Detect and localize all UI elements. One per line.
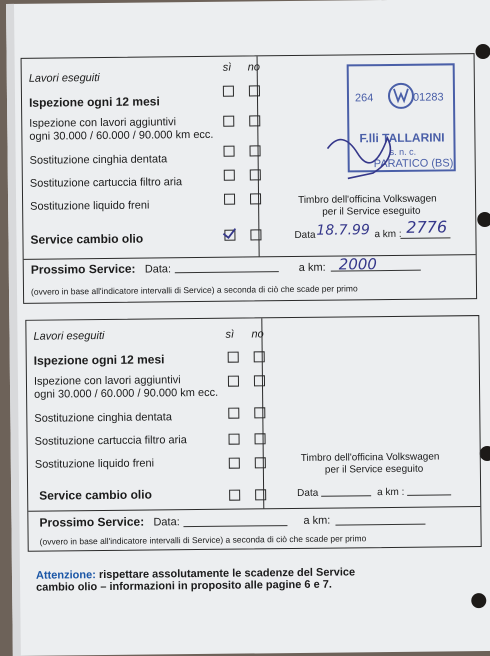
punch-hole (477, 212, 490, 227)
yes-checkbox[interactable] (224, 194, 235, 205)
yes-checkbox[interactable] (224, 170, 235, 181)
no-checkbox[interactable] (249, 85, 260, 96)
next-date-label: Data: (144, 263, 172, 276)
km-label: a km : (374, 228, 402, 241)
task-label: ogni 30.000 / 60.000 / 90.000 km ecc. (34, 386, 219, 401)
yes-checkbox[interactable] (228, 352, 239, 363)
date-label: Data (294, 229, 316, 241)
stamp-code: 264 (354, 92, 374, 105)
stamp-town: PARATICO (BS) (373, 157, 454, 171)
yes-checkbox[interactable] (229, 490, 240, 501)
yes-checkbox-checked[interactable] (224, 230, 235, 241)
no-checkbox[interactable] (255, 457, 266, 468)
next-km-label: a km: (298, 261, 326, 274)
interval-note: (ovvero in base all'indicatore intervalli di Service) a seconda di ciò che scade per primo (30, 283, 358, 297)
no-checkbox[interactable] (249, 115, 260, 126)
task-label: Sostituzione cinghia dentata (34, 411, 173, 425)
no-checkbox[interactable] (255, 489, 266, 500)
stamp-name: F.lli TALLARINI (359, 130, 445, 146)
no-checkbox[interactable] (250, 229, 261, 240)
stamp-caption: Timbro dell'officina Volkswagen (300, 451, 440, 464)
no-checkbox[interactable] (250, 193, 261, 204)
punch-hole (480, 446, 490, 461)
yes-checkbox[interactable] (228, 376, 239, 387)
works-header: Lavori eseguiti (33, 329, 105, 343)
works-header: Lavori eseguiti (28, 72, 100, 85)
no-checkbox[interactable] (255, 433, 266, 444)
next-date-label: Data: (153, 516, 180, 529)
attention-text: cambio olio – informazioni in proposito alle pagine 6 e 7. (36, 578, 332, 594)
yes-checkbox[interactable] (223, 116, 234, 127)
next-km-value[interactable]: 2000 (338, 255, 378, 274)
task-label: Service cambio olio (39, 487, 152, 503)
task-label: Sostituzione cinghia dentata (29, 153, 168, 167)
no-checkbox[interactable] (254, 375, 265, 386)
next-service-label: Prossimo Service: (30, 261, 136, 277)
page-edge (6, 4, 21, 656)
no-checkbox[interactable] (254, 407, 265, 418)
date-value[interactable]: 18.7.99 (316, 222, 370, 239)
yes-checkbox[interactable] (223, 86, 234, 97)
task-label: Sostituzione liquido freni (30, 199, 150, 213)
task-label: Ispezione con lavori aggiuntivi (29, 116, 177, 130)
punch-hole (475, 44, 490, 59)
no-header: no (247, 61, 260, 74)
stamp-type: s. n. c. (389, 146, 417, 157)
task-label: Sostituzione cartuccia filtro aria (34, 434, 187, 448)
no-checkbox[interactable] (254, 351, 265, 362)
yes-header: sì (222, 61, 232, 74)
task-label: Service cambio olio (30, 231, 144, 247)
check-mark-icon (222, 228, 236, 240)
yes-checkbox[interactable] (228, 408, 239, 419)
task-label: Ispezione con lavori aggiuntivi (33, 374, 181, 388)
stamp-number: 01283 (412, 91, 444, 104)
date-label: Data (297, 487, 319, 499)
yes-checkbox[interactable] (229, 458, 240, 469)
yes-checkbox[interactable] (229, 434, 240, 445)
no-header: no (251, 328, 264, 341)
stamp-caption: per il Service eseguito (324, 463, 424, 476)
service-booklet-page (6, 0, 490, 656)
next-km-label: a km: (303, 514, 331, 527)
km-value[interactable]: 2776 (406, 217, 448, 237)
task-label: Sostituzione liquido freni (34, 457, 155, 471)
task-label: Ispezione ogni 12 mesi (33, 352, 165, 368)
stamp-caption: per il Service eseguito (322, 205, 421, 218)
no-checkbox[interactable] (250, 169, 261, 180)
attention-label: Attenzione: (35, 569, 96, 582)
task-label: ogni 30.000 / 60.000 / 90.000 km ecc. (29, 128, 214, 143)
yes-header: sì (225, 328, 235, 341)
attention-notice (36, 566, 355, 593)
next-service-label: Prossimo Service: (39, 514, 145, 530)
stamp-caption: Timbro dell'officina Volkswagen (298, 193, 437, 206)
yes-checkbox[interactable] (223, 146, 234, 157)
km-label: a km : (377, 486, 405, 499)
vw-logo-icon (387, 82, 415, 110)
punch-hole (471, 593, 486, 608)
task-label: Ispezione ogni 12 mesi (28, 94, 160, 110)
interval-note: (ovvero in base all'indicatore intervalli di Service) a seconda di ciò che scade per primo (39, 533, 367, 547)
no-checkbox[interactable] (249, 145, 260, 156)
attention-text: rispettare assolutamente le scadenze del Service (98, 566, 356, 582)
signature-scribble (317, 118, 408, 189)
task-label: Sostituzione cartuccia filtro aria (29, 176, 183, 190)
